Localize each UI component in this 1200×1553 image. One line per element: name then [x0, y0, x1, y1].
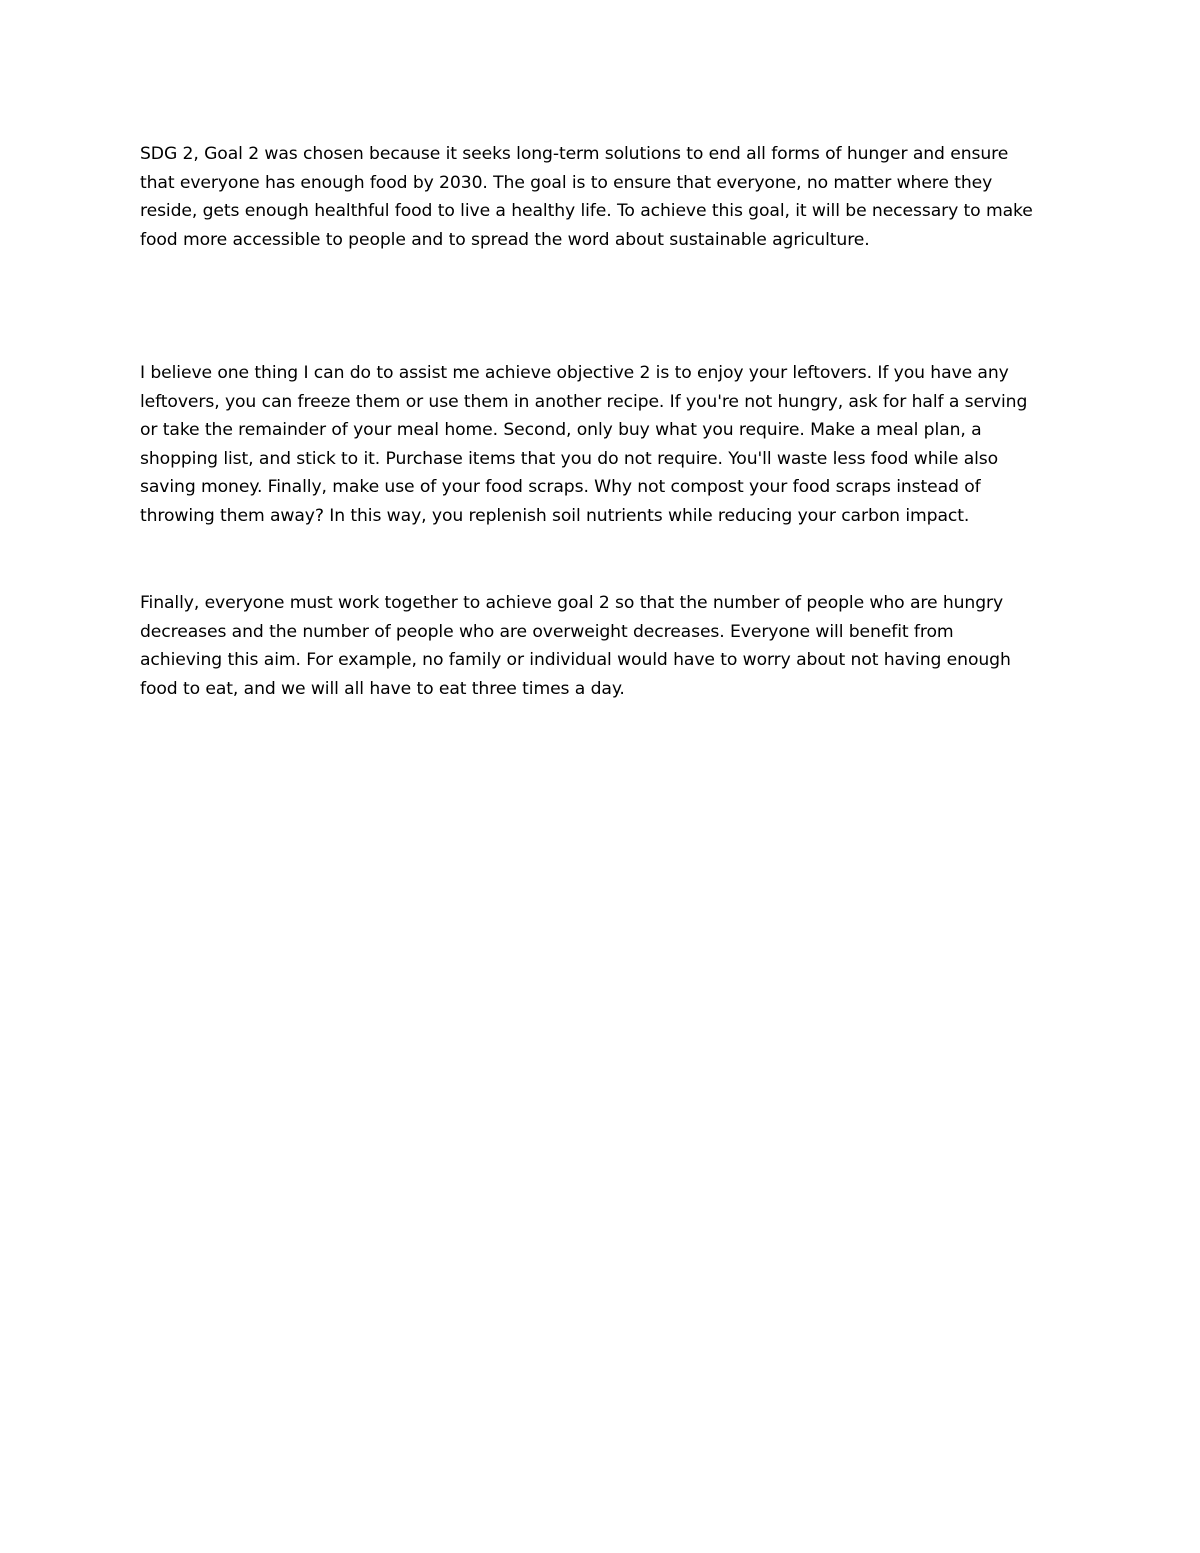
paragraph-line: reside, gets enough healthful food to live a healthy life. To achieve this goal, it will be necessary to make	[140, 201, 1033, 222]
paragraph-line: I believe one thing I can do to assist me achieve objective 2 is to enjoy your leftovers. If you have any	[140, 363, 1009, 383]
paragraph-line: Finally, everyone must work together to achieve goal 2 so that the number of people who are hungry	[140, 593, 1004, 613]
paragraph-sdg-goal	[140, 140, 1033, 254]
paragraph-line: throwing them away? In this way, you replenish soil nutrients while reducing your carbon impact.	[140, 505, 970, 526]
paragraph-line: leftovers, you can freeze them or use them in another recipe. If you're not hungry, ask for half a serving	[140, 391, 1028, 412]
paragraph-line: food more accessible to people and to spread the word about sustainable agriculture.	[140, 229, 870, 250]
paragraph-line: saving money. Finally, make use of your food scraps. Why not compost your food scraps instead of	[140, 477, 981, 498]
paragraph-line: shopping list, and stick to it. Purchase items that you do not require. You'll waste less food while also	[140, 448, 999, 469]
paragraph-conclusion	[140, 589, 1011, 703]
paragraph-line: achieving this aim. For example, no family or individual would have to worry about not having enough	[140, 650, 1011, 671]
paragraph-personal-actions	[140, 359, 1027, 531]
paragraph-line: that everyone has enough food by 2030. The goal is to ensure that everyone, no matter where they	[140, 172, 993, 193]
paragraph-line: food to eat, and we will all have to eat three times a day.	[140, 678, 625, 699]
paragraph-line: SDG 2, Goal 2 was chosen because it seeks long-term solutions to end all forms of hunger and ensure	[140, 144, 1009, 164]
paragraph-line: or take the remainder of your meal home. Second, only buy what you require. Make a meal plan, a	[140, 420, 982, 441]
paragraph-line: decreases and the number of people who are overweight decreases. Everyone will benefit from	[140, 621, 954, 642]
